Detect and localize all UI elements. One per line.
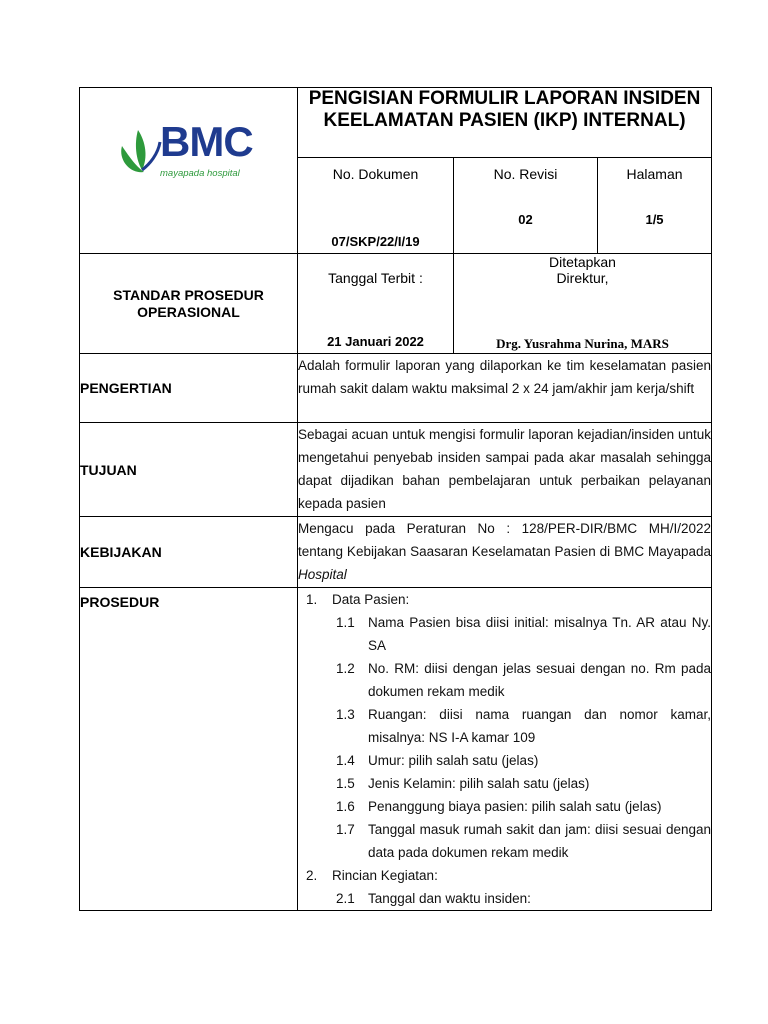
- issued-date: 21 Januari 2022: [327, 334, 424, 349]
- sub-text: Tanggal dan waktu insiden:: [368, 891, 531, 906]
- item-number: 2.: [306, 868, 318, 883]
- document-title: PENGISIAN FORMULIR LAPORAN INSIDEN KEELAMATAN PASIEN (IKP) INTERNAL): [298, 88, 712, 158]
- logo-cell: [80, 88, 298, 254]
- list-item: [298, 818, 711, 864]
- list-item: [298, 749, 711, 772]
- sop-table: [79, 87, 712, 911]
- sub-number: 1.2: [336, 661, 355, 676]
- revision-label: No. Revisi: [493, 166, 558, 182]
- list-item: [298, 772, 711, 795]
- leaf-icon: [116, 124, 162, 180]
- sub-number: 1.7: [336, 822, 355, 837]
- revision-value: 02: [518, 212, 533, 227]
- doc-number-cell: [298, 158, 454, 254]
- bmc-logo: [116, 116, 253, 180]
- pengertian-text: Adalah formulir laporan yang dilaporkan ke tim keselamatan pasien rumah sakit dalam waktu maksimal 2 x 24 jam/akhir jam kerja/shift: [298, 354, 712, 423]
- brand-name: BMC: [160, 118, 253, 165]
- list-item: [298, 703, 711, 749]
- page-label: Halaman: [626, 166, 683, 182]
- sub-number: 1.6: [336, 799, 355, 814]
- pengertian-label: PENGERTIAN: [80, 354, 298, 423]
- item-text: Rincian Kegiatan:: [332, 868, 438, 883]
- approved-label: Ditetapkan: [549, 254, 616, 270]
- prosedur-content: [298, 588, 712, 911]
- sub-number: 1.1: [336, 615, 355, 630]
- list-item: [298, 887, 711, 910]
- sop-document: [79, 87, 711, 911]
- tujuan-text: Sebagai acuan untuk mengisi formulir laporan kejadian/insiden untuk mengetahui penyebab insiden sampai pada akar masalah sehingga dapat dijadikan bahan pembelajaran untuk perbaikan pelayanan kepada pasien: [298, 423, 712, 517]
- item-text: Data Pasien:: [332, 592, 410, 607]
- sop-label: STANDAR PROSEDUR OPERASIONAL: [80, 254, 298, 354]
- director-label: Direktur,: [556, 270, 609, 286]
- approver-name: Drg. Yusrahma Nurina, MARS: [496, 336, 669, 351]
- sub-number: 1.4: [336, 753, 355, 768]
- page-value: 1/5: [645, 212, 664, 227]
- sub-text: No. RM: diisi dengan jelas sesuai dengan no. Rm pada dokumen rekam medik: [368, 661, 712, 699]
- doc-number-value: 07/SKP/22/I/19: [331, 234, 420, 249]
- issued-label: Tanggal Terbit :: [328, 270, 423, 286]
- list-item: [298, 657, 711, 703]
- kebijakan-text: [298, 517, 712, 588]
- issued-cell: [298, 254, 454, 354]
- page-cell: [598, 158, 712, 254]
- sub-text: Ruangan: diisi nama ruangan dan nomor kamar, misalnya: NS I-A kamar 109: [368, 707, 712, 745]
- list-item: [298, 611, 711, 657]
- list-item: [298, 588, 711, 611]
- sub-text: Nama Pasien bisa diisi initial: misalnya Tn. AR atau Ny. SA: [368, 615, 712, 653]
- approval-cell: [454, 254, 712, 354]
- list-item: [298, 864, 711, 887]
- item-number: 1.: [306, 592, 318, 607]
- sub-text: Jenis Kelamin: pilih salah satu (jelas): [368, 776, 590, 791]
- sub-text: Umur: pilih salah satu (jelas): [368, 753, 539, 768]
- sub-text: Tanggal masuk rumah sakit dan jam: diisi sesuai dengan data pada dokumen rekam medik: [368, 822, 712, 860]
- prosedur-label: PROSEDUR: [80, 588, 298, 911]
- kebijakan-text-main: Mengacu pada Peraturan No : 128/PER-DIR/BMC MH/I/2022 tentang Kebijakan Saasaran Keselamatan Pasien di BMC Mayapada: [298, 521, 712, 559]
- doc-number-label: No. Dokumen: [332, 166, 419, 182]
- sub-number: 2.1: [336, 891, 355, 906]
- brand-tagline: mayapada hospital: [160, 168, 240, 179]
- revision-cell: [454, 158, 598, 254]
- sub-text: Penanggung biaya pasien: pilih salah satu (jelas): [368, 799, 662, 814]
- list-item: [298, 795, 711, 818]
- tujuan-label: TUJUAN: [80, 423, 298, 517]
- sub-number: 1.5: [336, 776, 355, 791]
- kebijakan-text-italic: Hospital: [298, 567, 347, 582]
- kebijakan-label: KEBIJAKAN: [80, 517, 298, 588]
- sub-number: 1.3: [336, 707, 355, 722]
